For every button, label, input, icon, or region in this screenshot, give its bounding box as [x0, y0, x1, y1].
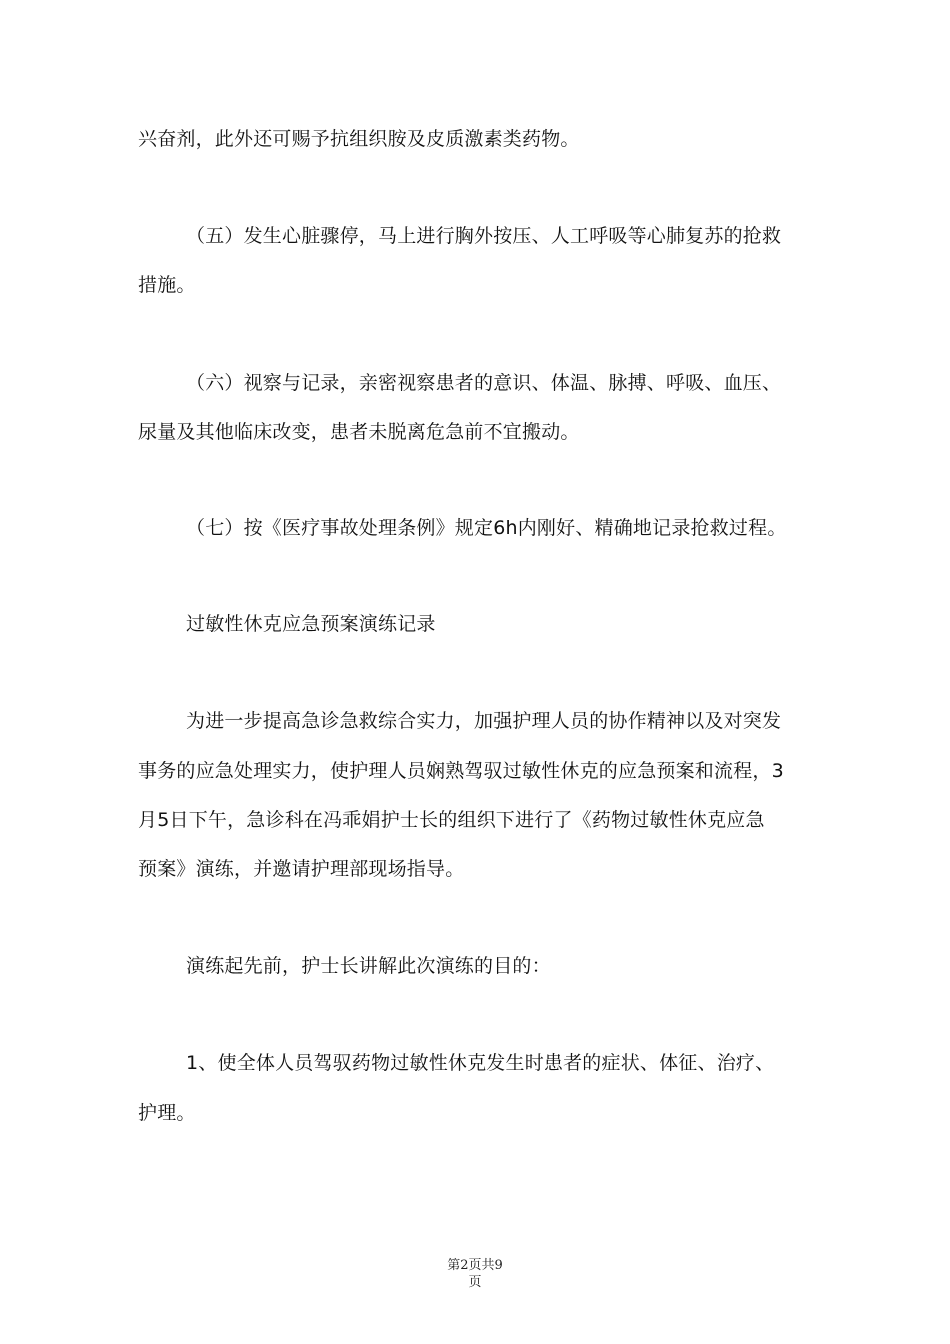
- paragraph-line: 预案》演练，并邀请护理部现场指导。: [138, 858, 465, 880]
- paragraph-line: 尿量及其他临床改变，患者未脱离危急前不宜搬动。: [138, 421, 580, 443]
- paragraph-line: 兴奋剂，此外还可赐予抗组织胺及皮质激素类药物。: [138, 128, 580, 150]
- paragraph-line: （五）发生心脏骤停，马上进行胸外按压、人工呼吸等心肺复苏的抢救: [186, 225, 782, 247]
- paragraph-line: （七）按《医疗事故处理条例》规定6h内刚好、精确地记录抢救过程。: [186, 517, 787, 539]
- paragraph-line: 1、使全体人员驾驭药物过敏性休克发生时患者的症状、体征、治疗、: [186, 1052, 775, 1074]
- paragraph-line: 为进一步提高急诊急救综合实力，加强护理人员的协作精神以及对突发: [186, 710, 782, 732]
- paragraph-line: 事务的应急处理实力，使护理人员娴熟驾驭过敏性休克的应急预案和流程，3: [138, 760, 784, 782]
- page-number-continued: 页: [468, 1275, 482, 1290]
- paragraph-line: 演练起先前，护士长讲解此次演练的目的：: [186, 955, 551, 977]
- paragraph-line: 措施。: [138, 274, 196, 296]
- section-heading: 过敏性休克应急预案演练记录: [186, 613, 436, 635]
- page-number: 第2页共9: [447, 1258, 503, 1273]
- paragraph-line: 月5日下午，急诊科在冯乖娟护士长的组织下进行了《药物过敏性休克应急: [138, 809, 765, 831]
- paragraph-line: 护理。: [138, 1102, 196, 1124]
- paragraph-line: （六）视察与记录，亲密视察患者的意识、体温、脉搏、呼吸、血压、: [186, 372, 782, 394]
